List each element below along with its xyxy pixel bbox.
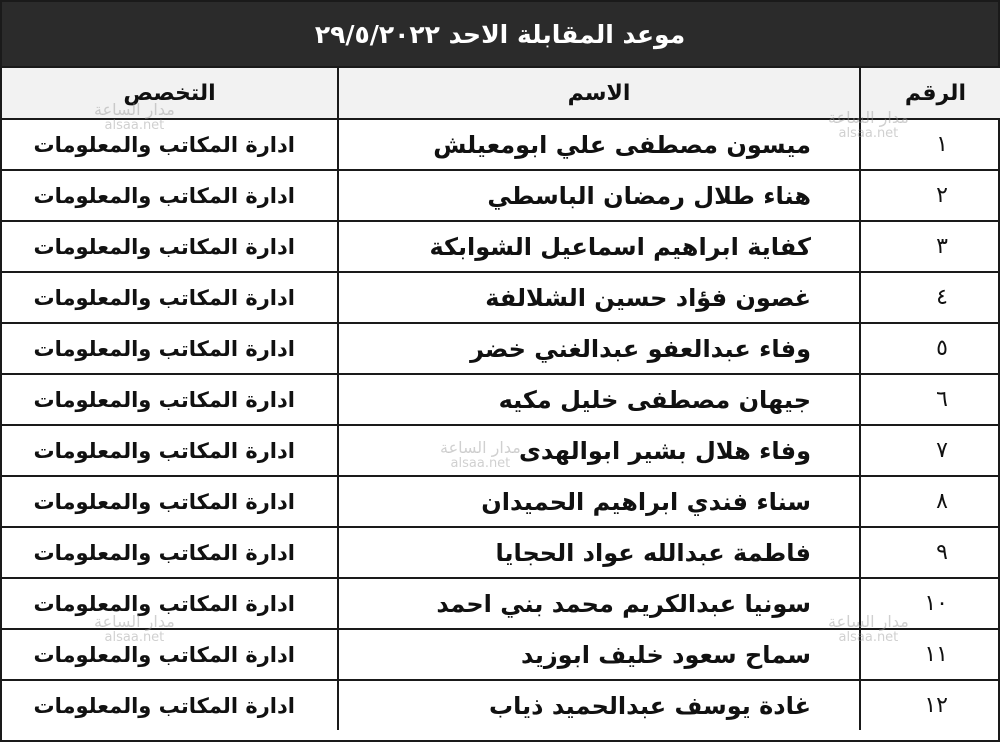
row-number: ١١ xyxy=(860,629,1000,680)
row-number: ٣ xyxy=(860,221,1000,272)
watermark-arabic: مدار الساعة xyxy=(828,108,909,127)
watermark-latin: alsaa.net xyxy=(104,118,165,133)
candidates-table xyxy=(2,68,1000,730)
row-specialty: ادارة المكاتب والمعلومات xyxy=(2,578,338,629)
table-row xyxy=(2,578,1000,629)
watermark-latin: alsaa.net xyxy=(838,630,899,645)
row-name: جيهان مصطفى خليل مكيه xyxy=(338,374,860,425)
row-name: غصون فؤاد حسين الشلالفة xyxy=(338,272,860,323)
row-specialty: ادارة المكاتب والمعلومات xyxy=(2,170,338,221)
row-name: سناء فندي ابراهيم الحميدان xyxy=(338,476,860,527)
row-specialty: ادارة المكاتب والمعلومات xyxy=(2,119,338,170)
row-specialty: ادارة المكاتب والمعلومات xyxy=(2,323,338,374)
row-specialty: ادارة المكاتب والمعلومات xyxy=(2,221,338,272)
table-row xyxy=(2,527,1000,578)
header-specialty: التخصص xyxy=(2,68,338,119)
table-row xyxy=(2,374,1000,425)
row-name: وفاء هلال بشير ابوالهدى xyxy=(338,425,860,476)
row-specialty: ادارة المكاتب والمعلومات xyxy=(2,629,338,680)
row-name: غادة يوسف عبدالحميد ذياب xyxy=(338,680,860,730)
row-name: كفاية ابراهيم اسماعيل الشوابكة xyxy=(338,221,860,272)
row-name: سماح سعود خليف ابوزيد xyxy=(338,629,860,680)
row-name: وفاء عبدالعفو عبدالغني خضر xyxy=(338,323,860,374)
row-number: ٢ xyxy=(860,170,1000,221)
table-row xyxy=(2,272,1000,323)
row-number: ٦ xyxy=(860,374,1000,425)
table-row xyxy=(2,629,1000,680)
watermark-latin: alsaa.net xyxy=(450,456,511,471)
watermark-latin: alsaa.net xyxy=(104,630,165,645)
row-number: ٥ xyxy=(860,323,1000,374)
row-specialty: ادارة المكاتب والمعلومات xyxy=(2,527,338,578)
row-name: هناء طلال رمضان الباسطي xyxy=(338,170,860,221)
row-specialty: ادارة المكاتب والمعلومات xyxy=(2,476,338,527)
row-name: سونيا عبدالكريم محمد بني احمد xyxy=(338,578,860,629)
table-row xyxy=(2,476,1000,527)
row-name: ميسون مصطفى علي ابومعيلش xyxy=(338,119,860,170)
row-name: فاطمة عبدالله عواد الحجايا xyxy=(338,527,860,578)
row-number: ٧ xyxy=(860,425,1000,476)
row-number: ١٢ xyxy=(860,680,1000,730)
watermark-arabic: مدار الساعة xyxy=(94,100,175,119)
row-specialty: ادارة المكاتب والمعلومات xyxy=(2,272,338,323)
watermark-arabic: مدار الساعة xyxy=(440,438,521,457)
watermark-latin: alsaa.net xyxy=(838,126,899,141)
table-row xyxy=(2,425,1000,476)
watermark-arabic: مدار الساعة xyxy=(94,612,175,631)
watermark-arabic: مدار الساعة xyxy=(828,612,909,631)
row-number: ١٠ xyxy=(860,578,1000,629)
row-specialty: ادارة المكاتب والمعلومات xyxy=(2,425,338,476)
row-specialty: ادارة المكاتب والمعلومات xyxy=(2,374,338,425)
header-name: الاسم xyxy=(338,68,860,119)
schedule-title: موعد المقابلة الاحد ٢٩/٥/٢٠٢٢ xyxy=(2,2,998,68)
table-row xyxy=(2,221,1000,272)
table-row xyxy=(2,323,1000,374)
table-row xyxy=(2,680,1000,730)
row-number: ١ xyxy=(860,119,1000,170)
header-number: الرقم xyxy=(860,68,1000,119)
row-number: ٤ xyxy=(860,272,1000,323)
row-number: ٩ xyxy=(860,527,1000,578)
table-row xyxy=(2,119,1000,170)
table-row xyxy=(2,170,1000,221)
table-header-row xyxy=(2,68,1000,119)
row-specialty: ادارة المكاتب والمعلومات xyxy=(2,680,338,730)
row-number: ٨ xyxy=(860,476,1000,527)
